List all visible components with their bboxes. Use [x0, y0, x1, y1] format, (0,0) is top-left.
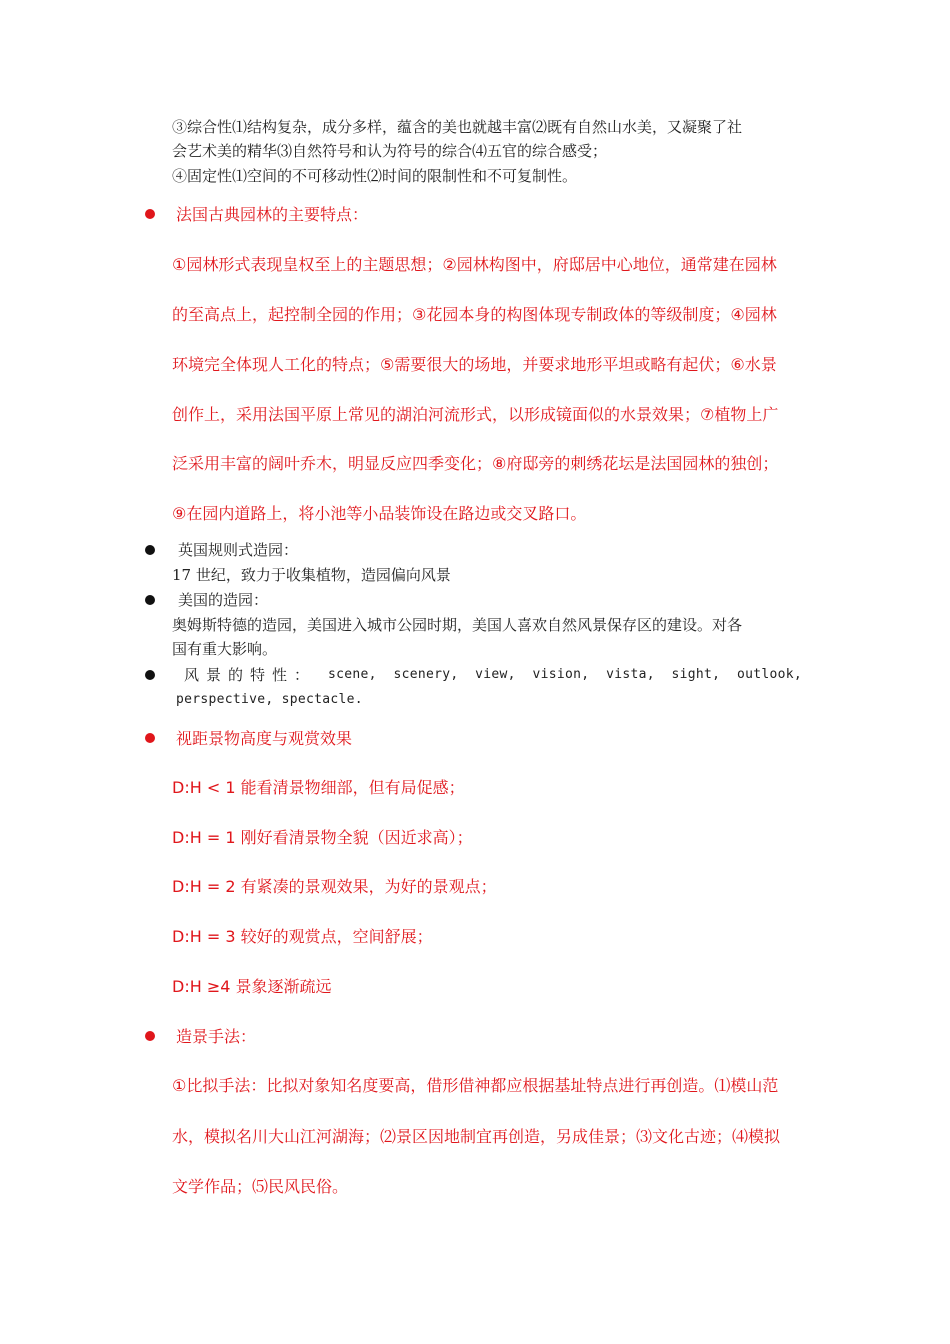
text-line: 的至高点上，起控制全园的作用；③花园本身的构图体现专制政体的等级制度；④园林 [172, 305, 777, 324]
bullet-icon [145, 733, 155, 743]
text-line: 环境完全体现人工化的特点；⑤需要很大的场地，并要求地形平坦或略有起伏；⑥水景 [172, 355, 777, 374]
text-line: 创作上，采用法国平原上常见的湖泊河流形式，以形成镜面似的水景效果；⑦植物上广 [172, 405, 779, 424]
text-line: ⑨在园内道路上，将小池等小品装饰设在路边或交叉路口。 [172, 504, 587, 523]
text-line: 会艺术美的精华⑶自然符号和认为符号的综合⑷五官的综合感受； [172, 142, 608, 160]
bullet-icon [145, 670, 155, 680]
text-line: ④固定性⑴空间的不可移动性⑵时间的限制性和不可复制性。 [172, 167, 578, 185]
text-line: 国有重大影响。 [172, 640, 278, 658]
section-heading: 风景的特性： [184, 666, 317, 684]
text-line: D:H ≥4 景象逐渐疏远 [172, 977, 332, 996]
text-line: 泛采用丰富的阔叶乔木，明显反应四季变化；⑧府邸旁的刺绣花坛是法国园林的独创； [172, 454, 779, 473]
bullet-icon [145, 1031, 155, 1041]
section-heading: 视距景物高度与观赏效果 [176, 729, 353, 748]
section-heading: 法国古典园林的主要特点： [176, 205, 369, 224]
text-line: D:H < 1 能看清景物细部，但有局促感； [172, 778, 465, 797]
section-heading: 美国的造园： [178, 591, 269, 609]
text-line: D:H = 2 有紧凑的景观效果，为好的景观点； [172, 877, 497, 896]
text-line: 水，模拟名川大山江河湖海；⑵景区因地制宜再创造，另成佳景；⑶文化古迹；⑷模拟 [172, 1127, 781, 1146]
text-line: 文学作品；⑸民风民俗。 [172, 1177, 349, 1196]
text-line: scene, scenery, view, vision, vista, sight, outlook, [328, 667, 802, 682]
text-line: ①园林形式表现皇权至上的主题思想；②园林构图中，府邸居中心地位，通常建在园林 [172, 255, 777, 274]
text-line: ③综合性⑴结构复杂，成分多样，蕴含的美也就越丰富⑵既有自然山水美，又凝聚了社 [172, 118, 743, 136]
section-heading: 造景手法： [176, 1027, 257, 1046]
text-line: 奥姆斯特德的造园，美国进入城市公园时期，美国人喜欢自然风景保存区的建设。对各 [172, 616, 743, 634]
text-line: ①比拟手法：比拟对象知名度要高，借形借神都应根据基址特点进行再创造。⑴模山范 [172, 1076, 779, 1095]
text-line: D:H = 3 较好的观赏点，空间舒展； [172, 927, 433, 946]
text-line: D:H = 1 刚好看清景物全貌（因近求高）； [172, 828, 473, 847]
section-heading: 英国规则式造园： [178, 541, 299, 559]
bullet-icon [145, 595, 155, 605]
bullet-icon [145, 209, 155, 219]
text-line: 17 世纪，致力于收集植物，造园偏向风景 [172, 566, 451, 584]
bullet-icon [145, 545, 155, 555]
text-line: perspective, spectacle. [176, 692, 363, 707]
